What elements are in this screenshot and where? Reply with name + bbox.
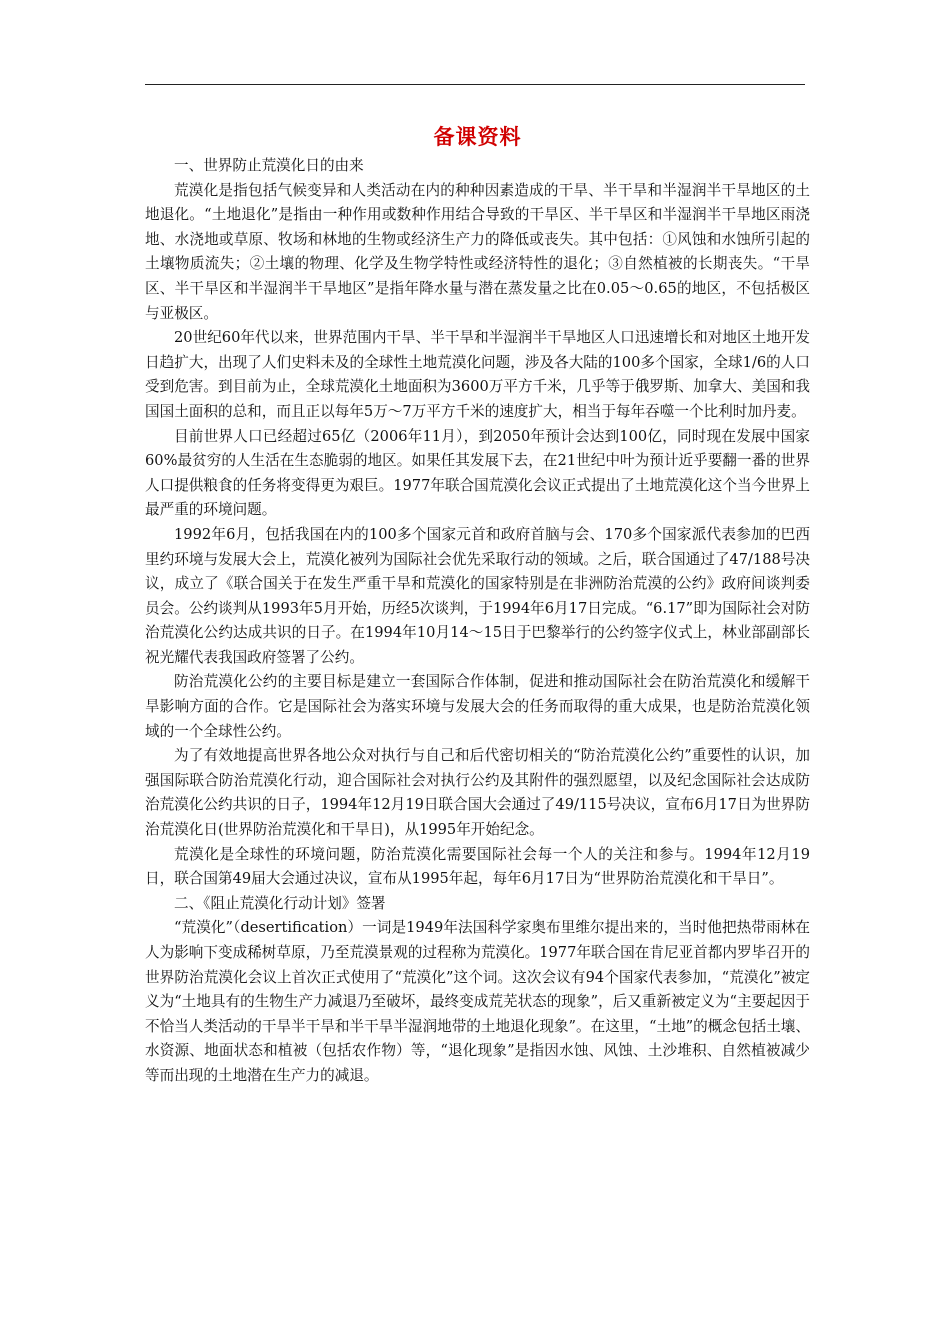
section-heading-2: 二、《阻止荒漠化行动计划》签署 xyxy=(174,894,386,912)
header-rule xyxy=(145,84,805,85)
page-title: 备课资料 xyxy=(433,124,522,149)
section-heading-1: 一、世界防止荒漠化日的由来 xyxy=(174,157,364,174)
paragraph: 目前世界人口已经超过65亿（2006年11月），到2050年预计会达到100亿，同时现在发展中国家60%最贫穷的人生活在生态脆弱的地区。如果任其发展下去，在21世纪中叶为预计近乎要翻一番的世界人口提供粮食的任务将变得更为艰巨。1977年联合国荒漠化会议正式提出了土地荒漠化这个当今世界上最严重的环境问题。 xyxy=(145,427,810,519)
paragraph: 防治荒漠化公约的主要目标是建立一套国际合作体制，促进和推动国际社会在防治荒漠化和缓解干旱影响方面的合作。它是国际社会为落实环境与发展大会的任务而取得的重大成果，也是防治荒漠化领域的一个全球性公约。 xyxy=(145,673,810,740)
paragraph: 荒漠化是指包括气候变异和人类活动在内的种种因素造成的干旱、半干旱和半湿润半干旱地区的土地退化。“土地退化”是指由一种作用或数种作用结合导致的干旱区、半干旱区和半湿润半干旱地区雨浇地、水浇地或草原、牧场和林地的生物或经济生产力的降低或丧失。其中包括：①风蚀和水蚀所引起的土壤物质流失；②土壤的物理、化学及生物学特性或经济特性的退化；③自然植被的长期丧失。“干旱区、半干旱区和半湿润半干旱地区”是指年降水量与潜在蒸发量之比在0.05～0.65的地区，不包括极区与亚极区。 xyxy=(145,181,810,322)
document-body xyxy=(145,120,810,1089)
paragraph: 荒漠化是全球性的环境问题，防治荒漠化需要国际社会每一个人的关注和参与。1994年12月19日，联合国第49届大会通过决议，宣布从1995年起，每年6月17日为“世界防治荒漠化和干旱日”。 xyxy=(145,845,810,888)
paragraph: 为了有效地提高世界各地公众对执行与自己和后代密切相关的“防治荒漠化公约”重要性的认识，加强国际联合防治荒漠化行动，迎合国际社会对执行公约及其附件的强烈愿望，以及纪念国际社会达成防治荒漠化公约共识的日子，1994年12月19日联合国大会通过了49/115号决议，宣布6月17日为世界防治荒漠化日(世界防治荒漠化和干旱日)，从1995年开始纪念。 xyxy=(145,747,810,839)
paragraph: 1992年6月，包括我国在内的100多个国家元首和政府首脑与会、170多个国家派代表参加的巴西里约环境与发展大会上，荒漠化被列为国际社会优先采取行动的领域。之后，联合国通过了47/188号决议，成立了《联合国关于在发生严重干旱和荒漠化的国家特别是在非洲防治荒漠的公约》政府间谈判委员会。公约谈判从1993年5月开始，历经5次谈判，于1994年6月17日完成。“6.17”即为国际社会对防治荒漠化公约达成共识的日子。在1994年10月14～15日于巴黎举行的公约签字仪式上，林业部副部长祝光耀代表我国政府签署了公约。 xyxy=(145,525,810,666)
paragraph: “荒漠化”（desertification）一词是1949年法国科学家奥布里维尔提出来的，当时他把热带雨林在人为影响下变成稀树草原，乃至荒漠景观的过程称为荒漠化。1977年联合国在肯尼亚首都内罗毕召开的世界防治荒漠化会议上首次正式使用了“荒漠化”这个词。这次会议有94个国家代表参加，“荒漠化”被定义为“土地具有的生物生产力减退乃至破坏，最终变成荒芜状态的现象”，后又重新被定义为“主要起因于不恰当人类活动的干旱半干旱和半干旱半湿润地带的土地退化现象”。在这里，“土地”的概念包括土壤、水资源、地面状态和植被（包括农作物）等，“退化现象”是指因水蚀、风蚀、土沙堆积、自然植被减少等而出现的土地潜在生产力的减退。 xyxy=(145,919,810,1084)
paragraph: 20世纪60年代以来，世界范围内干旱、半干旱和半湿润半干旱地区人口迅速增长和对地区土地开发日趋扩大，出现了人们史料未及的全球性土地荒漠化问题，涉及各大陆的100多个国家，全球1/6的人口受到危害。到目前为止，全球荒漠化土地面积为3600万平方千米，几乎等于俄罗斯、加拿大、美国和我国国土面积的总和，而且正以每年5万～7万平方千米的速度扩大，相当于每年吞噬一个比利时加丹麦。 xyxy=(145,329,810,420)
